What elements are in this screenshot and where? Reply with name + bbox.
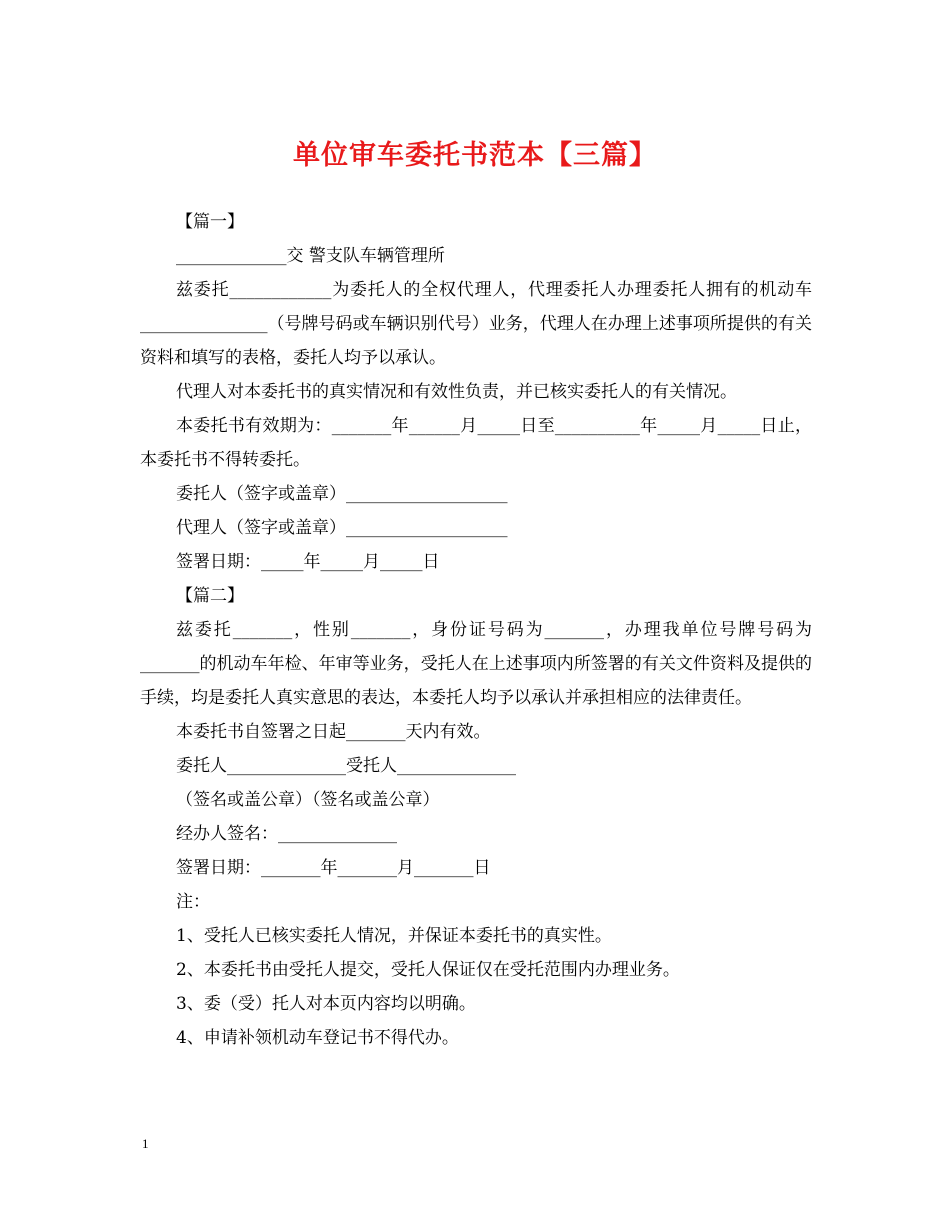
paragraph-authorization: 兹委托____________为委托人的全权代理人，代理委托人办理委托人拥有的机动车_______________（号牌号码或车辆识别代号）业务，代理人在办理上述事项所提供的有关资料和填写的表格，委托人均予以承认。: [140, 280, 812, 368]
signature-note-line: （签名或盖公章）（签名或盖公章）: [176, 790, 440, 810]
notes-label: 注：: [176, 892, 210, 912]
signing-date-line: 签署日期：_____年_____月_____日: [176, 552, 440, 572]
signing-date-line-2: 签署日期：_______年_______月_______日: [176, 858, 491, 878]
note-item: 1、受托人已核实委托人情况，并保证本委托书的真实性。: [176, 926, 612, 946]
note-item: 2、本委托书由受托人提交，受托人保证仅在受托范围内办理业务。: [176, 960, 680, 980]
note-item: 3、委（受）托人对本页内容均以明确。: [176, 994, 476, 1014]
addressee-line: _____________交 警支队车辆管理所: [176, 246, 445, 266]
section-heading-1: 【篇一】: [176, 212, 244, 232]
paragraph-responsibility: 代理人对本委托书的真实情况和有效性负责，并已核实委托人的有关情况。: [176, 382, 737, 402]
paragraph-delegation: 兹委托_______，性别_______，身份证号码为_______，办理我单位号牌号码为_______的机动车年检、年审等业务，受托人在上述事项内所签署的有关文件资料及提供的手续，均是委托人真实意思的表达，本委托人均予以承认并承担相应的法律责任。: [140, 620, 812, 708]
agent-signature-line: 代理人（签字或盖章）___________________: [176, 518, 508, 538]
document-body: [140, 205, 812, 1055]
note-item: 4、申请补领机动车登记书不得代办。: [176, 1028, 459, 1048]
handler-signature-line: 经办人签名：______________: [176, 824, 397, 844]
paragraph-validity-days: 本委托书自签署之日起_______天内有效。: [176, 722, 491, 742]
page-number: 1: [142, 1136, 149, 1151]
signature-parties-line: 委托人______________受托人______________: [176, 756, 516, 776]
document-title: 单位审车委托书范本【三篇】: [293, 140, 657, 171]
principal-signature-line: 委托人（签字或盖章）___________________: [176, 484, 508, 504]
section-heading-2: 【篇二】: [176, 586, 244, 606]
paragraph-validity: 本委托书有效期为：_______年______月_____日至__________年_____月_____日止，本委托书不得转委托。: [140, 416, 812, 470]
